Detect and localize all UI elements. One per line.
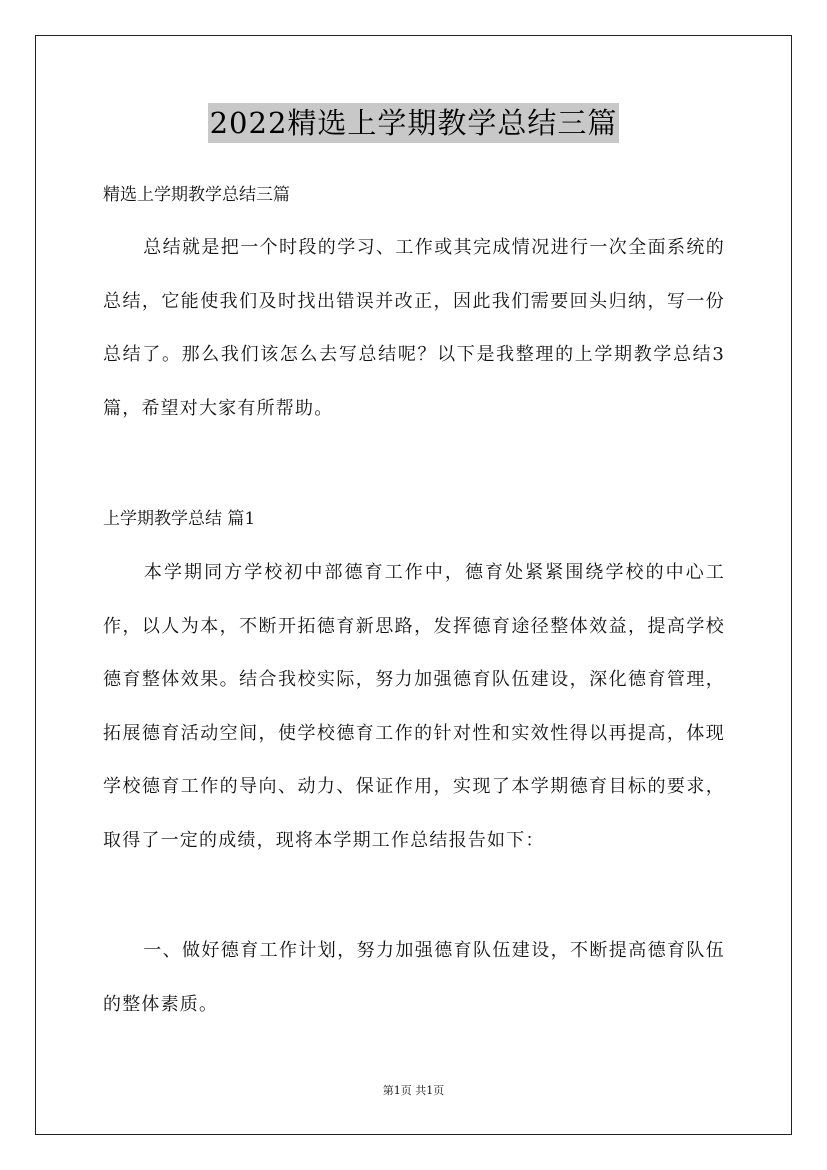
intro-paragraph (103, 221, 725, 435)
section1-point1-text: 一、做好德育工作计划，努力加强德育队伍建设，不断提高德育队伍的整体素质。 (103, 940, 725, 1015)
section1-heading: 上学期教学总结 篇1 (103, 509, 256, 529)
section1-text: 本学期同方学校初中部德育工作中，德育处紧紧围绕学校的中心工作，以人为本，不断开拓德育新思路，发挥德育途径整体效益，提高学校德育整体效果。结合我校实际，努力加强德育队伍建设，深化德育管理，拓展德育活动空间，使学校德育工作的针对性和实效性得以再提高，体现学校德育工作的导向、动力、保证作用，实现了本学期德育目标的要求，取得了一定的成绩，现将本学期工作总结报告如下： (103, 562, 725, 851)
intro-text: 总结就是把一个时段的学习、工作或其完成情况进行一次全面系统的总结，它能使我们及时找出错误并改正，因此我们需要回头归纳，写一份总结了。那么我们该怎么去写总结呢？以下是我整理的上学期教学总结3篇，希望对大家有所帮助。 (103, 237, 725, 419)
document-title: 2022精选上学期教学总结三篇 (208, 103, 620, 143)
document-subtitle: 精选上学期教学总结三篇 (103, 185, 290, 205)
page-footer: 第1页 共1页 (382, 1084, 445, 1097)
section1-point1-paragraph (103, 924, 725, 1031)
section1-paragraph (103, 546, 725, 867)
title-wrap (0, 103, 827, 143)
